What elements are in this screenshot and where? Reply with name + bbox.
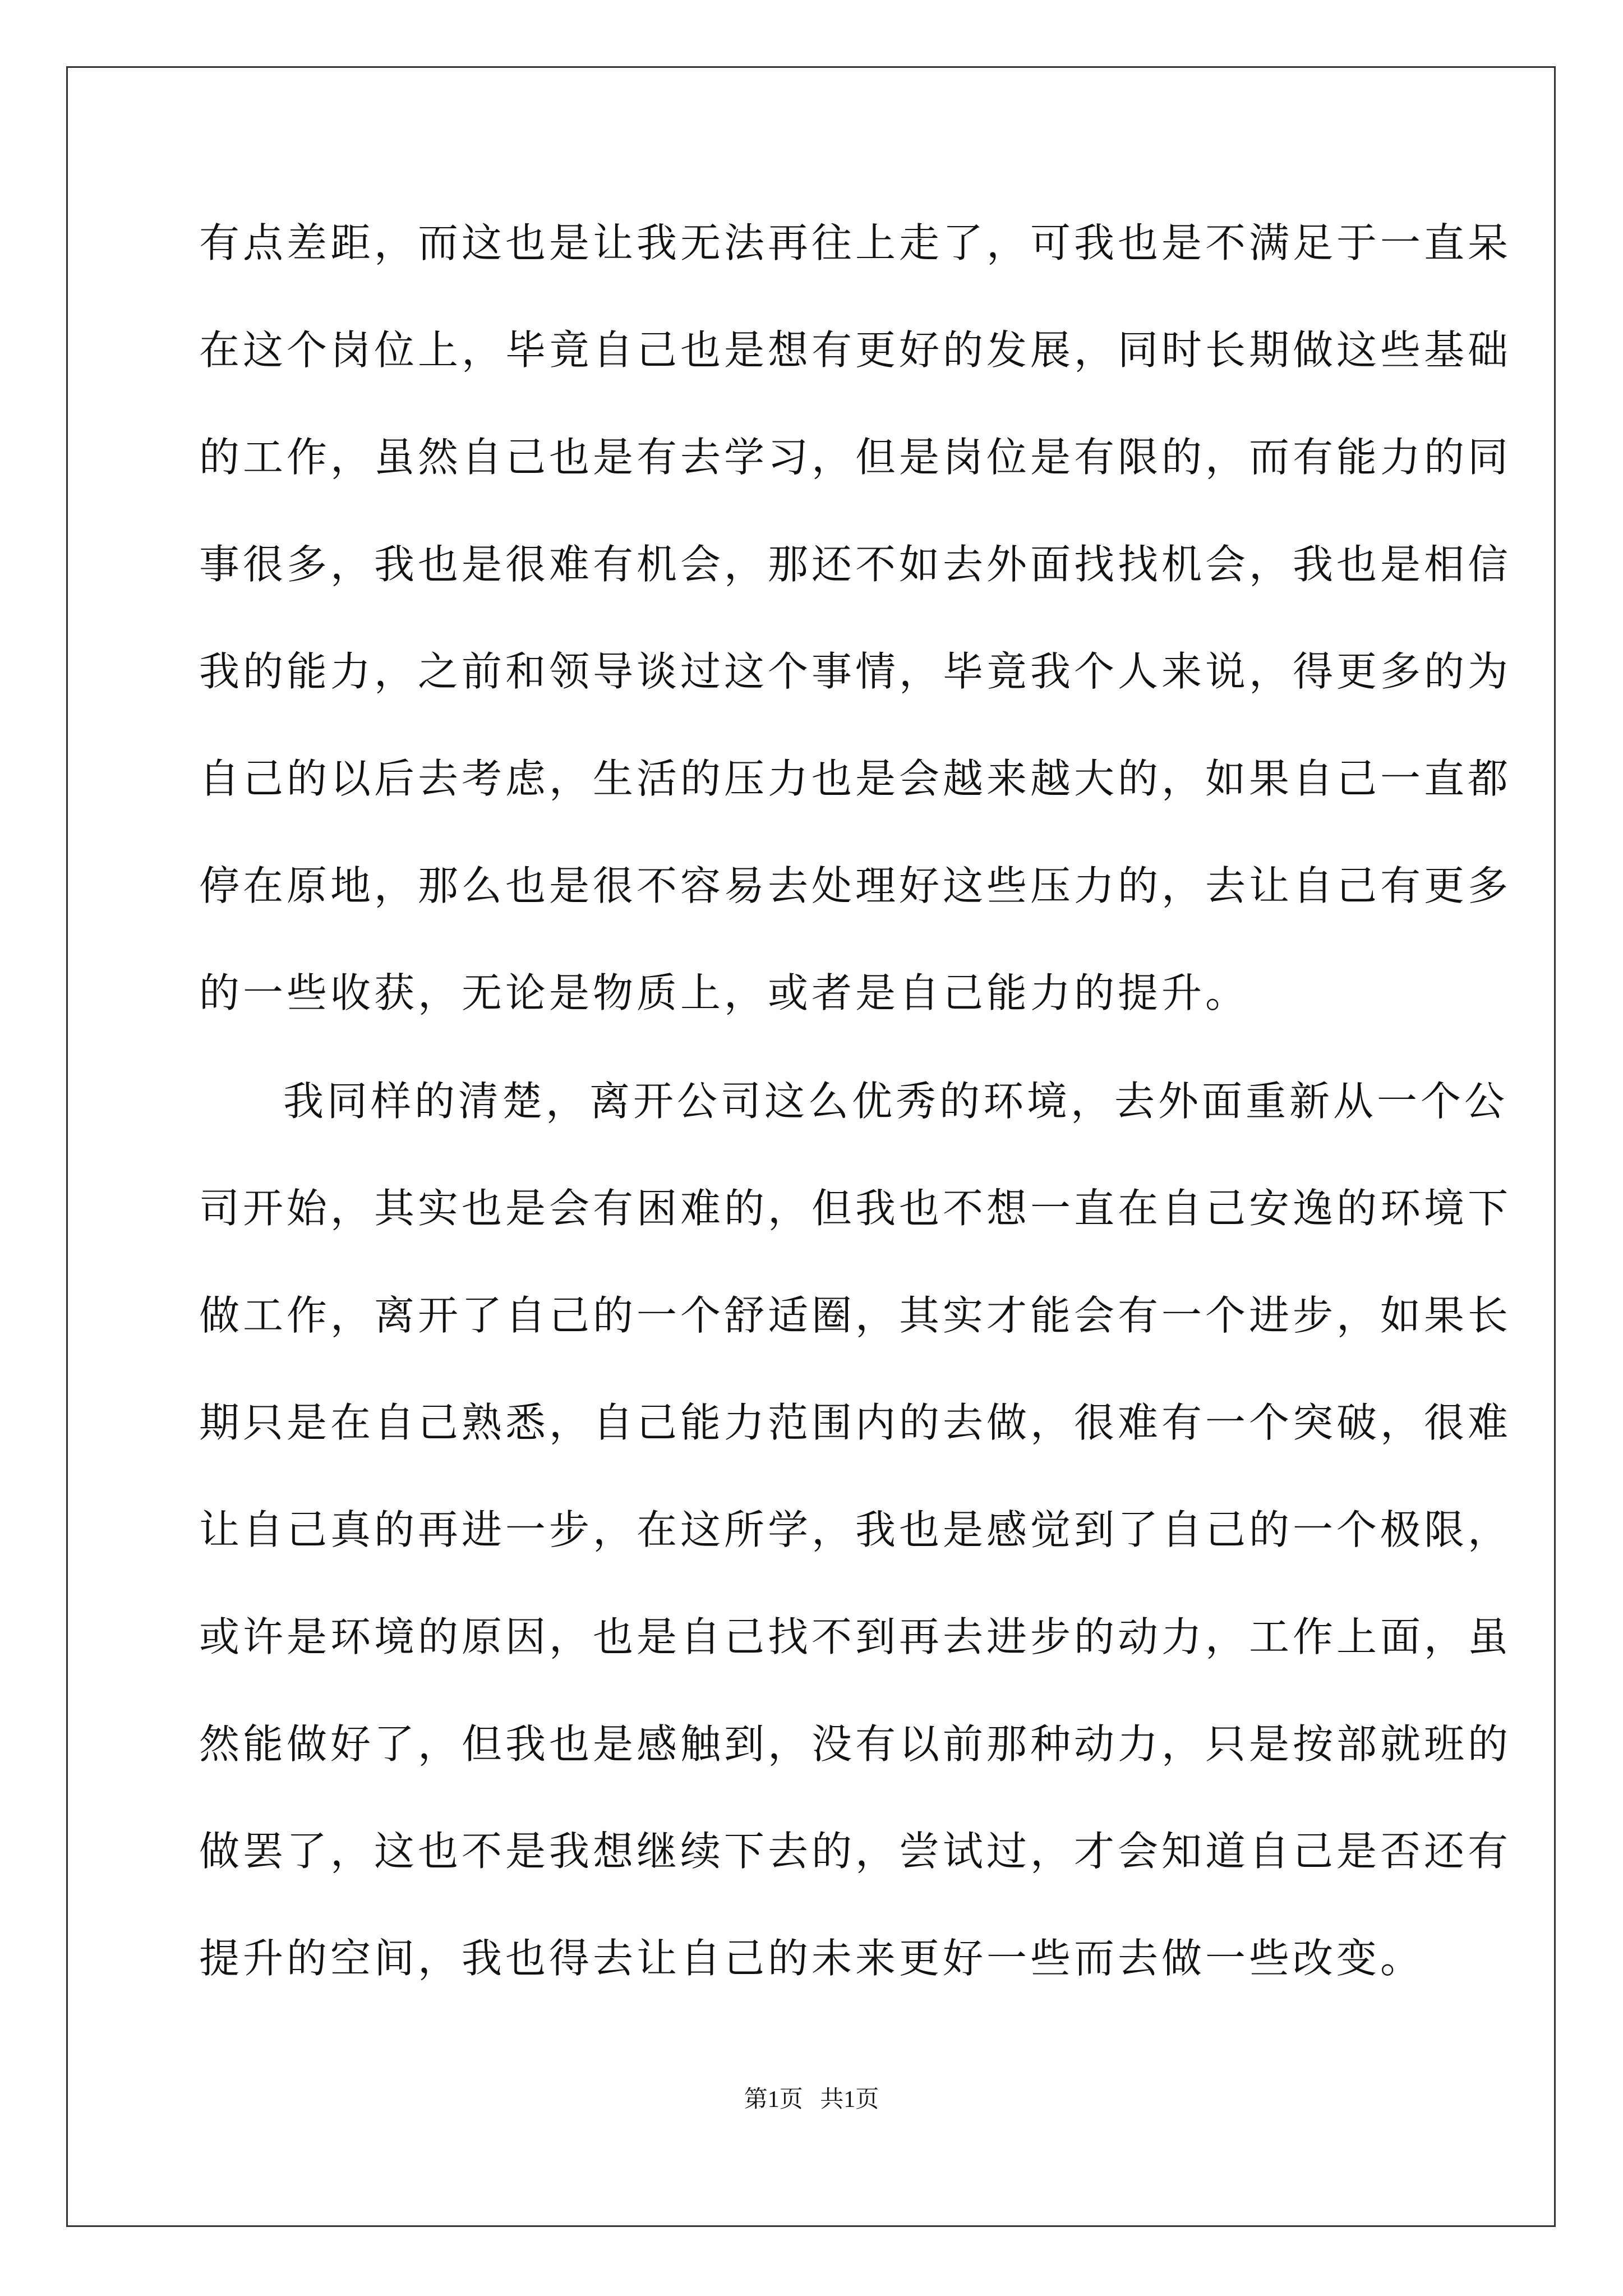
text-line: 停在原地，那么也是很不容易去处理好这些压力的，去让自己有更多	[199, 862, 1512, 909]
paragraph-first-line: 我同样的清楚，离开公司这么优秀的环境，去外面重新从一个公	[283, 1078, 1509, 1125]
text-line: 有点差距，而这也是让我无法再往上走了，可我也是不满足于一直呆	[199, 219, 1512, 266]
text-line: 自己的以后去考虑，生活的压力也是会越来越大的，如果自己一直都	[199, 755, 1512, 802]
text-line: 在这个岗位上，毕竟自己也是想有更好的发展，同时长期做这些基础	[199, 326, 1512, 374]
page-border	[66, 66, 1556, 2227]
text-line: 期只是在自己熟悉，自己能力范围内的去做，很难有一个突破，很难	[199, 1399, 1512, 1446]
text-line: 事很多，我也是很难有机会，那还不如去外面找找机会，我也是相信	[199, 541, 1512, 588]
text-line: 的一些收获，无论是物质上，或者是自己能力的提升。	[199, 969, 1249, 1016]
text-line: 做罢了，这也不是我想继续下去的，尝试过，才会知道自己是否还有	[199, 1828, 1512, 1875]
text-line: 做工作，离开了自己的一个舒适圈，其实才能会有一个进步，如果长	[199, 1292, 1512, 1339]
page-total: 共1页	[820, 2087, 879, 2113]
page-number: 第1页	[744, 2087, 803, 2113]
text-line: 提升的空间，我也得去让自己的未来更好一些而去做一些改变。	[199, 1935, 1424, 1982]
text-line: 让自己真的再进一步，在这所学，我也是感觉到了自己的一个极限，	[199, 1506, 1512, 1553]
text-line: 的工作，虽然自己也是有去学习，但是岗位是有限的，而有能力的同	[199, 434, 1512, 481]
page-footer	[0, 2086, 1623, 2114]
text-line: 我的能力，之前和领导谈过这个事情，毕竟我个人来说，得更多的为	[199, 648, 1512, 695]
text-line: 或许是环境的原因，也是自己找不到再去进步的动力，工作上面，虽	[199, 1613, 1512, 1660]
text-line: 然能做好了，但我也是感触到，没有以前那种动力，只是按部就班的	[199, 1720, 1512, 1768]
text-line: 司开始，其实也是会有困难的，但我也不想一直在自己安逸的环境下	[199, 1185, 1512, 1232]
